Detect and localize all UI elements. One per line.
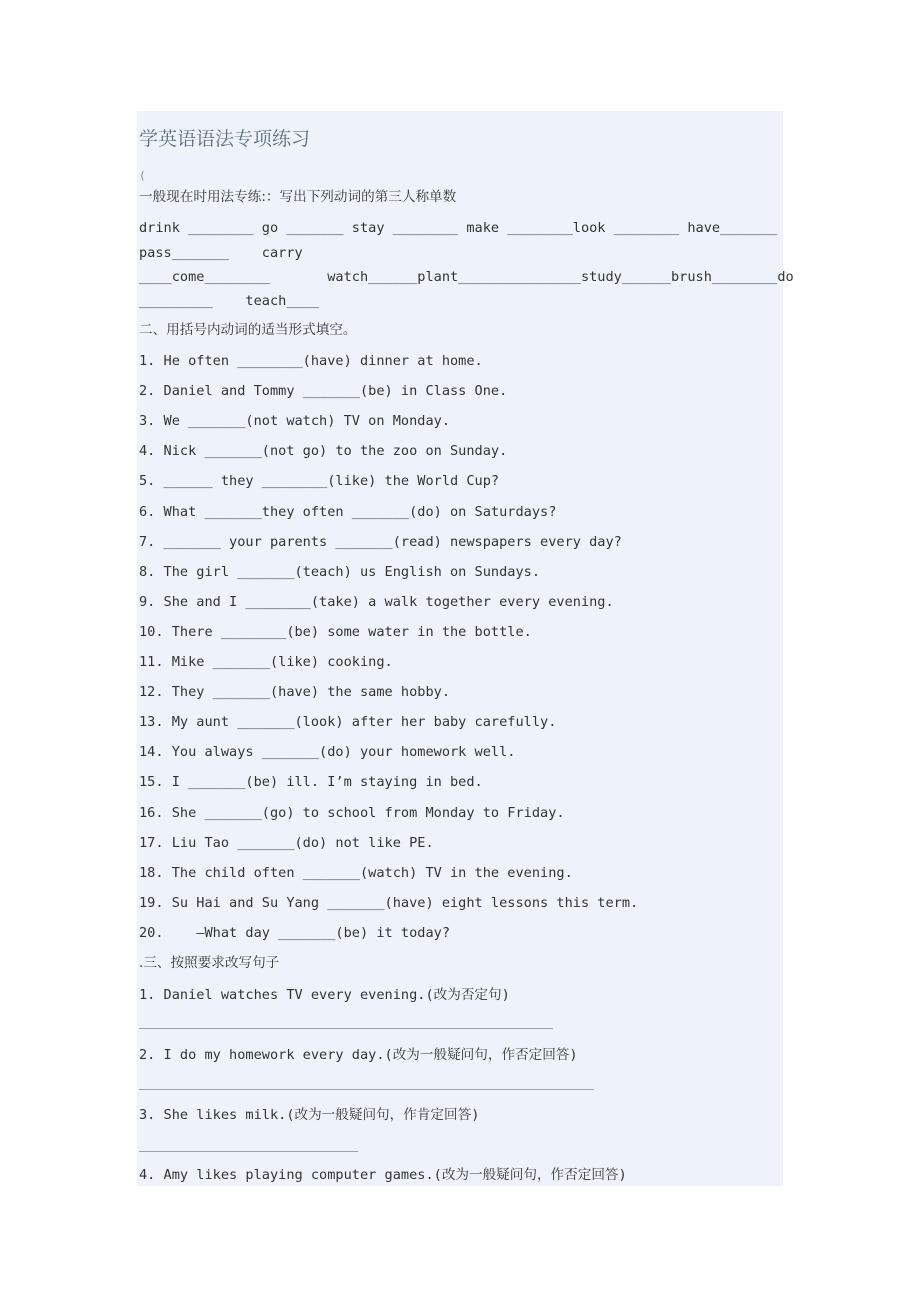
exercise-item: 17. Liu Tao _______(do) not like PE.	[139, 834, 434, 851]
section2-heading: 二、用括号内动词的适当形式填空。	[139, 322, 357, 338]
answer-line	[139, 1028, 553, 1029]
verb-line: _________ teach____	[139, 293, 320, 309]
rewrite-item: 3. She likes milk.(改为一般疑问句，作肯定回答)	[139, 1107, 480, 1123]
document-page	[137, 111, 794, 1186]
exercise-item: 9. She and I ________(take) a walk together every evening.	[139, 593, 614, 610]
exercise-item: 4. Nick _______(not go) to the zoo on Sunday.	[139, 443, 508, 460]
exercise-item: 7. _______ your parents _______(read) newspapers every day?	[139, 533, 622, 550]
stray-mark: (	[139, 169, 146, 182]
section3-heading: .三、按照要求改写句子	[139, 955, 280, 971]
section1-heading: 一般现在时用法专练:：写出下列动词的第三人称单数	[139, 189, 457, 205]
verb-line: ____come________ watch______plant_______________study______brush________do	[139, 269, 794, 285]
document-title: 学英语语法专项练习	[139, 128, 311, 150]
exercise-item: 8. The girl _______(teach) us English on Sundays.	[139, 563, 541, 580]
verb-line: pass_______ carry	[139, 245, 303, 261]
rewrite-item: 1. Daniel watches TV every evening.(改为否定句)	[139, 987, 510, 1003]
exercise-item: 18. The child often _______(watch) TV in the evening.	[139, 864, 573, 881]
exercise-item: 2. Daniel and Tommy _______(be) in Class One.	[139, 383, 508, 400]
rewrite-item: 4. Amy likes playing computer games.(改为一般疑问句，作否定回答)	[139, 1167, 627, 1183]
rewrite-item: 2. I do my homework every day.(改为一般疑问句，作否定回答)	[139, 1047, 578, 1063]
exercise-item: 15. I _______(be) ill. I’m staying in bed.	[139, 774, 483, 791]
exercise-item: 5. ______ they ________(like) the World Cup?	[139, 473, 500, 490]
exercise-item: 16. She _______(go) to school from Monday to Friday.	[139, 804, 565, 821]
exercise-item: 14. You always _______(do) your homework well.	[139, 744, 516, 761]
exercise-item: 11. Mike _______(like) cooking.	[139, 654, 393, 670]
exercise-item: 1. He often ________(have) dinner at home.	[139, 353, 483, 369]
exercise-item: 13. My aunt _______(look) after her baby carefully.	[139, 714, 557, 731]
answer-line	[139, 1151, 358, 1152]
exercise-item: 19. Su Hai and Su Yang _______(have) eight lessons this term.	[139, 894, 639, 911]
exercise-item: 3. We _______(not watch) TV on Monday.	[139, 413, 450, 430]
verb-line: drink ________ go _______ stay ________ make ________look ________ have_______	[139, 220, 778, 236]
exercise-item: 20. —What day _______(be) it today?	[139, 924, 450, 941]
exercise-item: 6. What _______they often _______(do) on Saturdays?	[139, 503, 557, 520]
exercise-item: 10. There ________(be) some water in the bottle.	[139, 623, 532, 640]
exercise-item: 12. They _______(have) the same hobby.	[139, 684, 450, 701]
answer-line	[139, 1089, 594, 1090]
